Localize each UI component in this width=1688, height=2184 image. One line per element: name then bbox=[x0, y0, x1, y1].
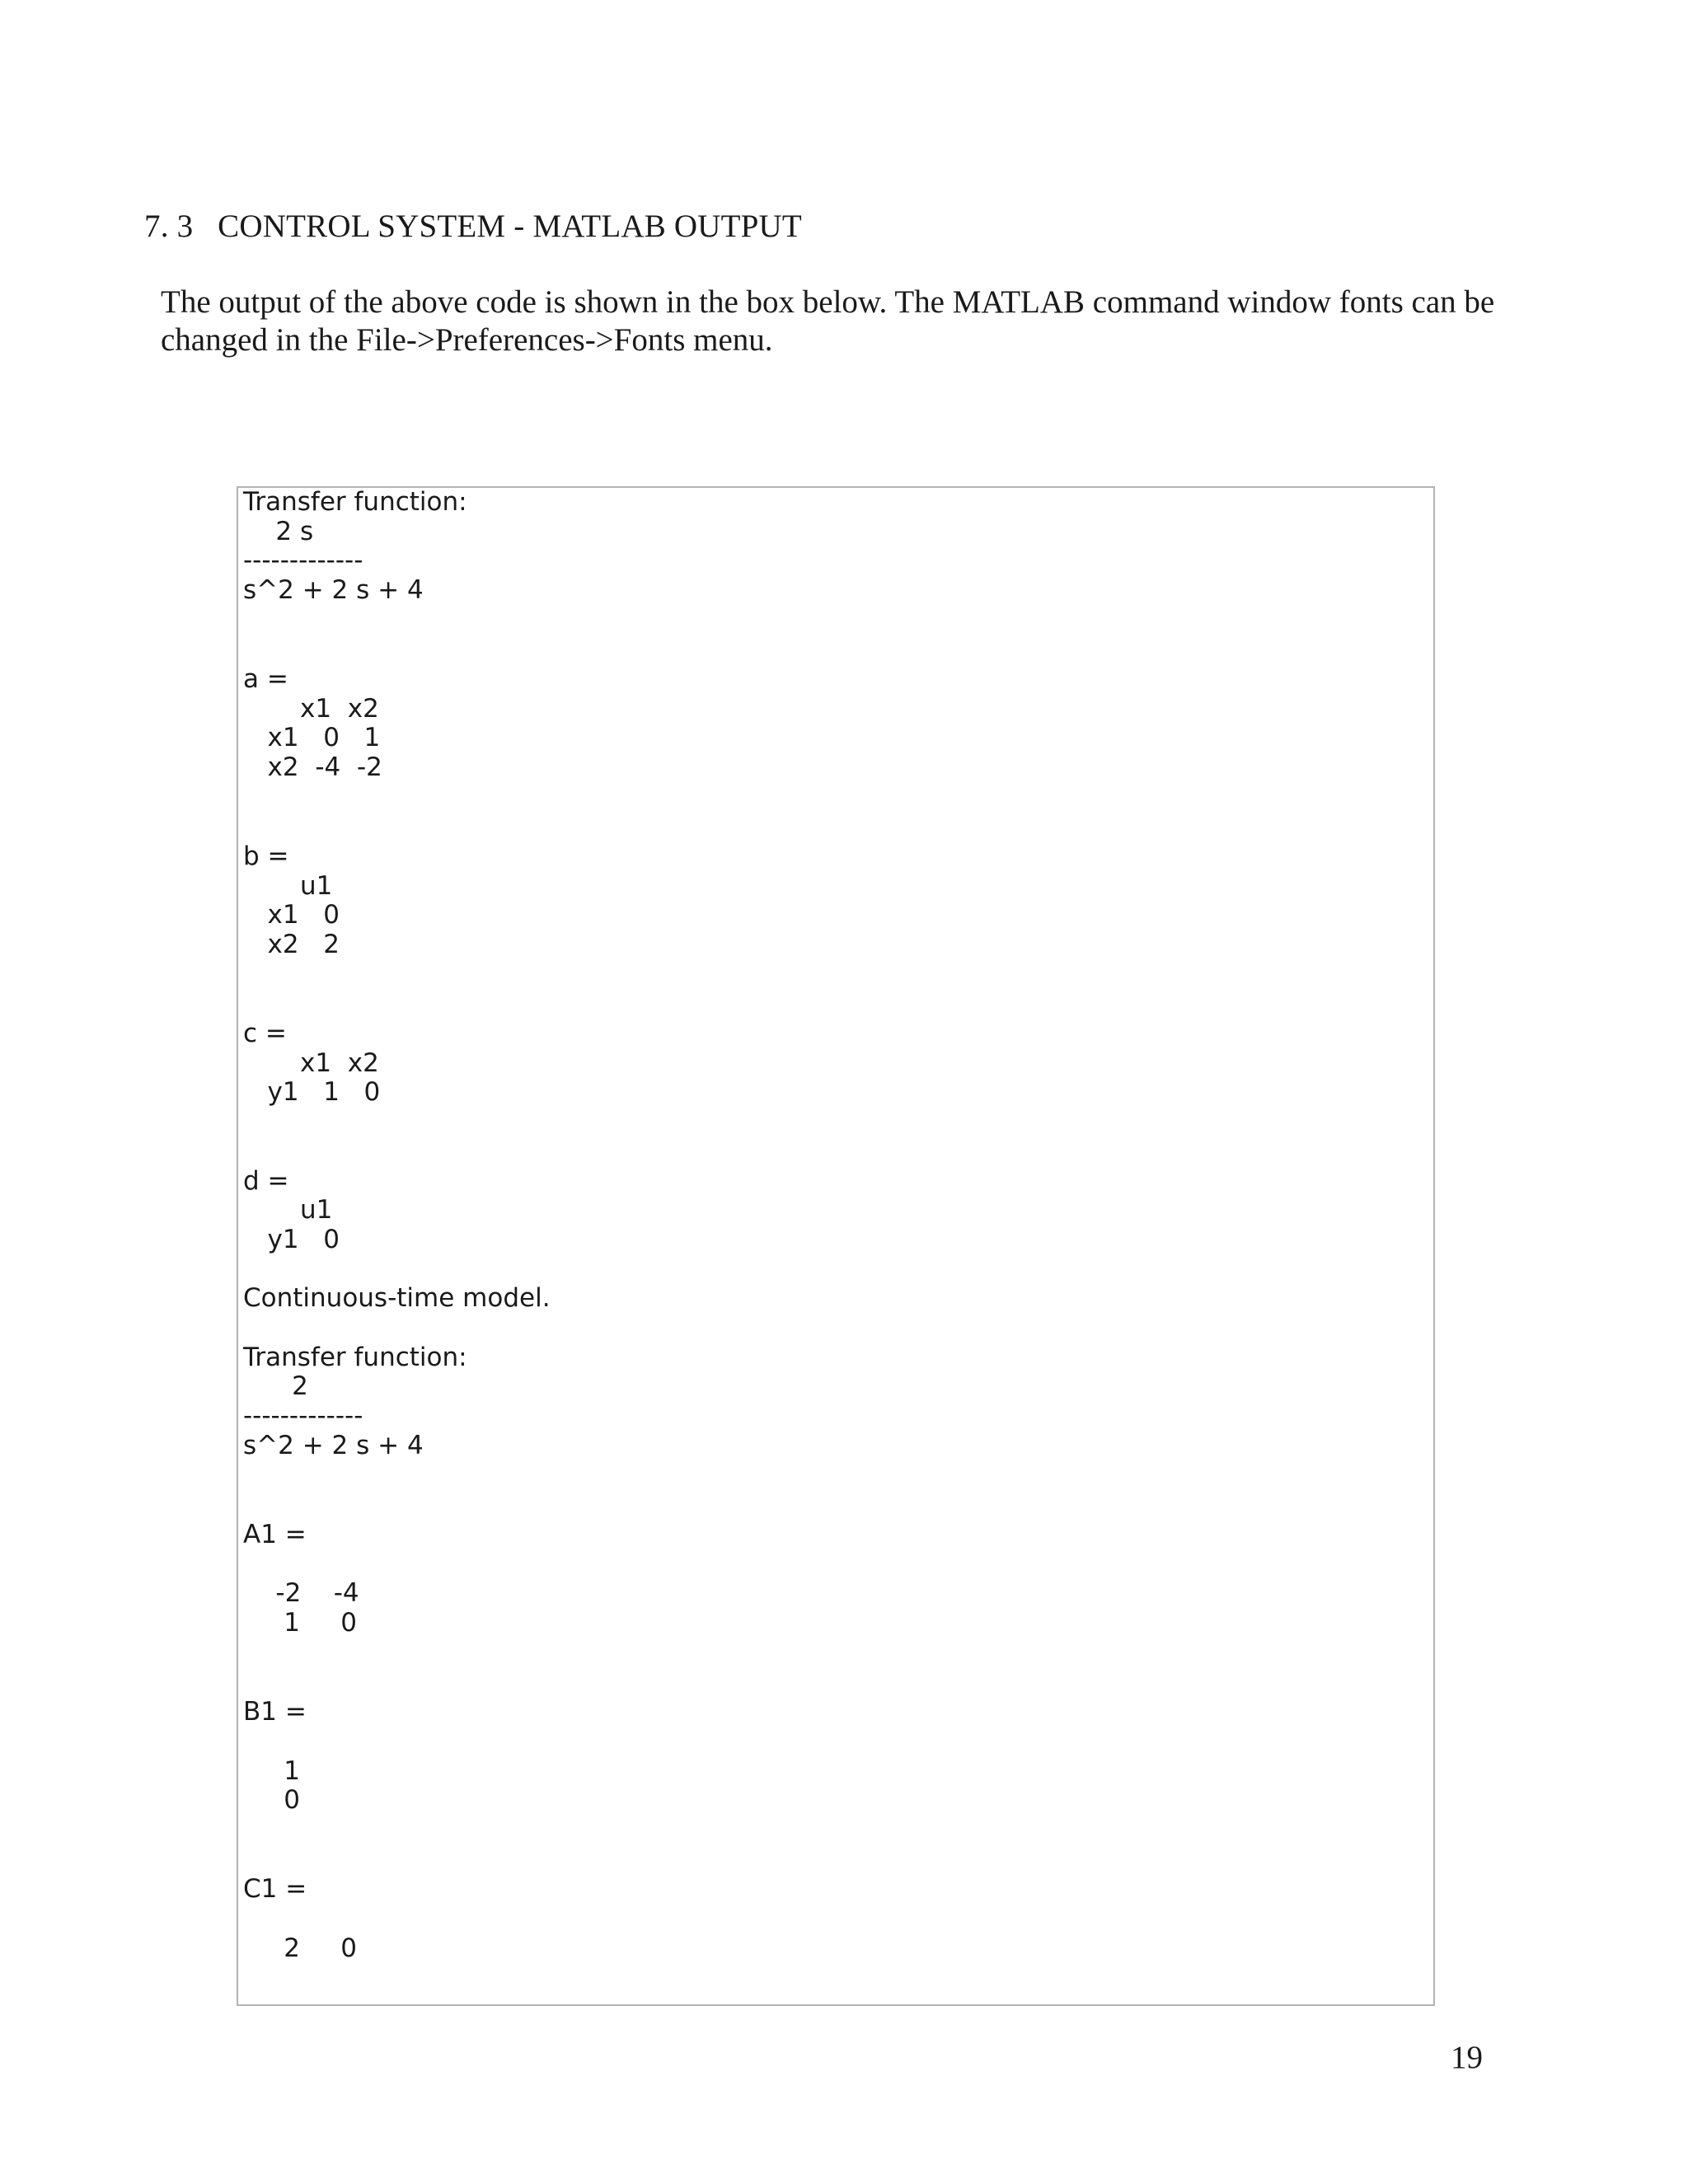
matrix-b1-row: 1 bbox=[243, 1756, 300, 1786]
matrix-b1-row: 0 bbox=[243, 1785, 300, 1815]
matrix-b1-label: B1 = bbox=[243, 1697, 307, 1727]
tf-label: Transfer function: bbox=[243, 487, 467, 517]
tf-denominator: s^2 + 2 s + 4 bbox=[243, 575, 424, 605]
tf-fraction-bar: ------------- bbox=[243, 1401, 363, 1431]
matrix-a1-label: A1 = bbox=[243, 1520, 307, 1549]
tf-label: Transfer function: bbox=[243, 1343, 467, 1372]
matrix-c-label: c = bbox=[243, 1019, 287, 1048]
matrix-c-header: x1 x2 bbox=[243, 1048, 379, 1078]
matrix-a1-row: 1 0 bbox=[243, 1608, 357, 1638]
matrix-b-row: x1 0 bbox=[243, 900, 340, 930]
matrix-b-row: x2 2 bbox=[243, 930, 340, 959]
tf-numerator: 2 s bbox=[243, 517, 314, 546]
section-heading: 7. 3 CONTROL SYSTEM - MATLAB OUTPUT bbox=[144, 209, 802, 244]
model-type-text: Continuous-time model. bbox=[243, 1283, 551, 1313]
page-number: 19 bbox=[1451, 2040, 1483, 2075]
matrix-c1-row: 2 0 bbox=[243, 1933, 357, 1963]
tf-denominator: s^2 + 2 s + 4 bbox=[243, 1431, 424, 1460]
matrix-b-label: b = bbox=[243, 841, 289, 871]
matrix-a-label: a = bbox=[243, 664, 288, 694]
matrix-d-label: d = bbox=[243, 1166, 289, 1196]
matlab-output-box bbox=[237, 486, 1435, 2006]
matrix-a1-row: -2 -4 bbox=[243, 1578, 359, 1608]
tf-fraction-bar: ------------- bbox=[243, 546, 363, 575]
matrix-d-header: u1 bbox=[243, 1195, 333, 1225]
tf-numerator: 2 bbox=[243, 1371, 308, 1401]
intro-paragraph: The output of the above code is shown in the box below. The MATLAB command window fonts can be changed in the File->Preferences->Fonts menu. bbox=[161, 284, 1495, 358]
matrix-a-row: x2 -4 -2 bbox=[243, 752, 382, 782]
matrix-a-header: x1 x2 bbox=[243, 694, 379, 724]
matrix-d-row: y1 0 bbox=[243, 1225, 340, 1254]
matrix-a-row: x1 0 1 bbox=[243, 723, 381, 752]
matrix-c1-label: C1 = bbox=[243, 1874, 307, 1904]
matrix-c-row: y1 1 0 bbox=[243, 1077, 381, 1107]
matrix-b-header: u1 bbox=[243, 871, 333, 901]
